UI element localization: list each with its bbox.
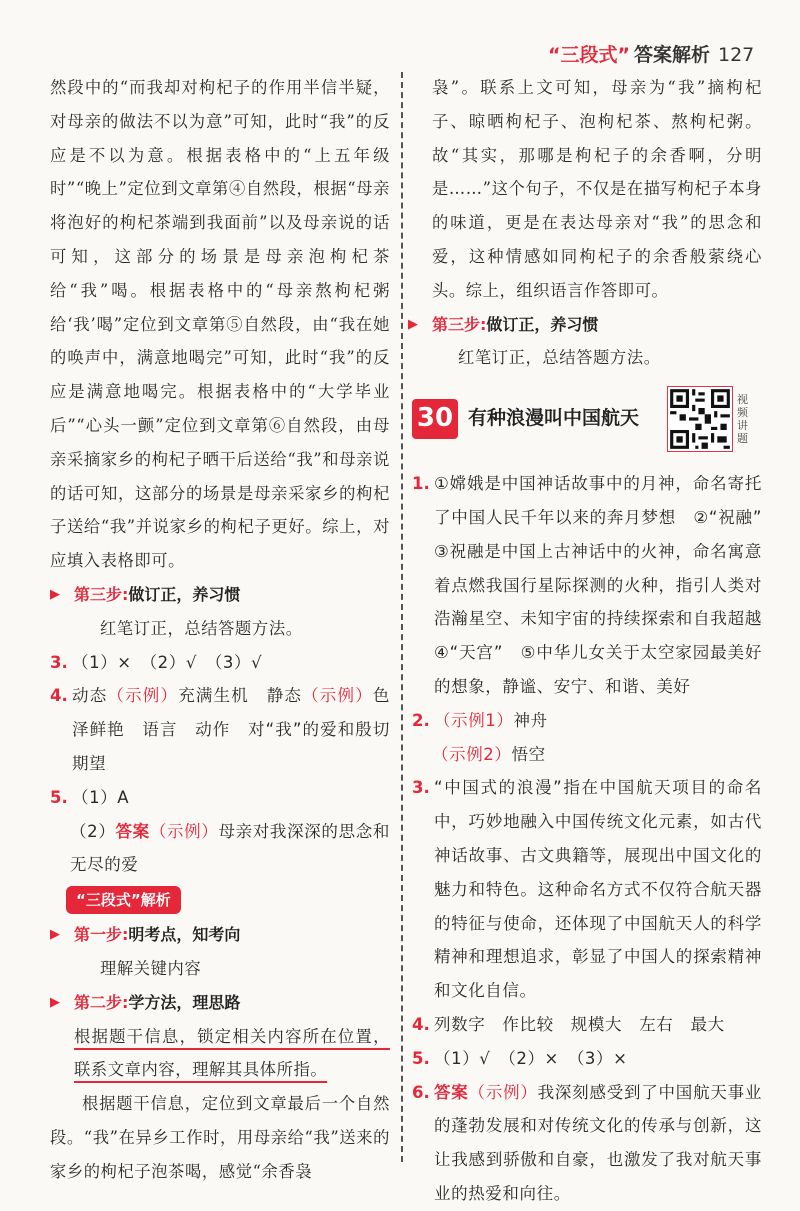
lesson-title: 有种浪漫叫中国航天 [468,407,640,430]
answer-text: （1）A [72,787,130,807]
step3-label: 第三步: [74,584,129,604]
question-number: 2. [412,710,430,730]
example-tag: （示例2） [432,744,512,764]
step3-label: 第三步: [432,314,487,334]
question-4 [50,679,390,780]
page-number: 127 [718,44,755,66]
left-column [50,71,390,1189]
qr-code-icon[interactable] [667,386,733,452]
answer-text: 我深刻感受到了中国航天事业的蓬勃发展和对传统文化的传承与创新，这让我感到骄傲和自豪，也激发了我对航天事业的热爱和向往。 [434,1082,762,1203]
page-header [548,40,800,68]
step-triangle-icon: ▶ [50,994,60,1010]
question-number: 3. [412,778,430,798]
step3-text: 红笔订正，总结答题方法。 [100,618,303,638]
step1-heading [50,918,390,952]
step2-title: 学方法，理思路 [128,992,241,1012]
step3-title: 做订正，养习惯 [486,314,599,334]
answer-body [434,704,762,738]
answer-text: 悟空 [511,744,546,764]
continued-paragraph: 袅”。联系上文可知，母亲为“我”摘枸杞子、晾晒枸杞子、泡枸杞茶、熬枸杞粥。故“其实，那哪是枸杞子的余香啊，分明是……”这个句子，不仅是在描写枸杞子本身的味道，更是在表达母亲对“我”的思念和爱，这种情感如同枸杞子的余香般萦绕心头。综上，组织语言作答即可。 [432,78,762,300]
answer-body [434,1076,762,1211]
step-triangle-icon: ▶ [50,586,60,602]
step1-text: 理解关键内容 [100,958,202,978]
answer-text: 列数字 作比较 规模大 左右 最大 [434,1014,725,1034]
intro-paragraph: 然段中的“而我却对枸杞子的作用半信半疑，对母亲的做法不以为意”可知，此时“我”的反应是不以为意。根据表格中的“上五年级时”“晚上”定位到文章第④自然段，根据“母亲将泡好的枸杞茶端到我面前”以及母亲说的话可知，这部分的场景是母亲泡枸杞茶给“我”喝。根据表格中的“母亲熬枸杞粥给‘我’喝”定位到文章第⑤自然段，由“我在她的唤声中，满意地喝完”可知，此时“我”的反应是满意地喝完。根据表格中的“大学毕业后”“心头一颤”定位到文章第⑥自然段，由母亲采摘家乡的枸杞子晒干后送给“我”和母亲说的话可知，这部分的场景是母亲采家乡的枸杞子送给“我”并说家乡的枸杞子更好。综上，对应填入表格即可。 [50,78,390,571]
right-column [408,71,780,1211]
answer-label: 答案 [115,821,150,841]
step1-label: 第一步: [74,925,129,945]
answer-text: ①嫦娥是中国神话故事中的月神，命名寄托了中国人民千年以来的奔月梦想 ②“祝融” ③祝融是中国上古神话中的火神，命名寓意着点燃我国行星际探测的火种，指引人类对浩瀚星空、未知宇宙的持续探索和自我超越 ④“天宫” ⑤中华儿女关于太空家园最美好的想象，静谧、安宁、和谐、美好 [434,474,780,696]
step-triangle-icon: ▶ [50,927,60,943]
qr-label: 视频讲题 [737,393,749,446]
answer-text: （1）× （2）√ （3）√ [72,652,263,672]
question-4 [412,1008,762,1042]
question-2-example-2 [412,738,762,772]
header-quote-title: “三段式” [548,44,630,66]
answer-text: 母亲对我深深的思念和无尽的爱 [70,821,390,875]
step1-title: 明考点，知考向 [128,925,241,945]
column-divider [401,72,403,1162]
step-triangle-icon: ▶ [408,316,418,332]
step2-paragraph: 根据题干信息，定位到文章最后一个自然段。“我”在异乡工作时，用母亲给“我”送来的家乡的枸杞子泡茶喝，感觉“余香袅 [50,1094,390,1181]
question-3 [412,771,762,1008]
example-tag: （示例） [302,686,373,706]
answer-text: “中国式的浪漫”指在中国航天项目的命名中，巧妙地融入中国传统文化元素，如古代神话故事、古文典籍等，展现出中国文化的魅力和特色。这种命名方式不仅符合航天器的特征与使命，还体现了中国航天人的科学精神和理想追求，彰显了中国人的探索精神和文化自信。 [434,778,762,1001]
step2-label: 第二步: [74,992,129,1012]
step3-heading [408,308,762,342]
step3-text: 红笔订正，总结答题方法。 [458,348,661,368]
step3-title: 做订正，养习惯 [128,584,241,604]
question-number: 4. [50,686,68,706]
answer-text: 色泽鲜艳 语言 动作 对“我”的爱和殷切期望 [72,686,390,773]
example-tag: （示例） [149,821,219,841]
question-number: 1. [412,474,430,494]
answer-text: （1）√ （2）× （3）× [434,1048,628,1068]
question-6 [412,1076,762,1211]
question-5 [50,781,390,815]
example-tag: （示例） [107,686,179,706]
question-5-part-2 [50,815,390,883]
answer-text: 神舟 [513,710,548,730]
lesson-number: 30 [412,399,458,439]
question-1 [412,467,780,704]
lesson-header [412,379,762,459]
answer-prefix: （2） [70,821,116,841]
question-number: 6. [412,1082,430,1102]
answer-label: 答案 [434,1082,469,1102]
example-tag: （示例） [468,1082,538,1102]
analysis-badge: “三段式”解析 [66,886,181,914]
question-number: 5. [412,1048,430,1068]
header-title: 答案解析 [633,44,710,66]
question-number: 5. [50,787,68,807]
step3-heading [50,578,390,612]
question-number: 4. [412,1014,430,1034]
step2-heading [50,986,390,1020]
answer-text: 动态 [72,686,108,706]
question-2 [412,704,762,738]
question-number: 3. [50,652,68,672]
answer-text: 充满生机 静态 [178,686,303,706]
step2-underlined-text: 根据题干信息，锁定相关内容所在位置，联系文章内容，理解其具体所指。 [74,1026,390,1080]
question-3 [50,646,390,680]
answer-body [72,679,390,780]
step2-method [50,1020,390,1088]
question-5 [412,1042,762,1076]
example-tag: （示例1） [434,710,514,730]
